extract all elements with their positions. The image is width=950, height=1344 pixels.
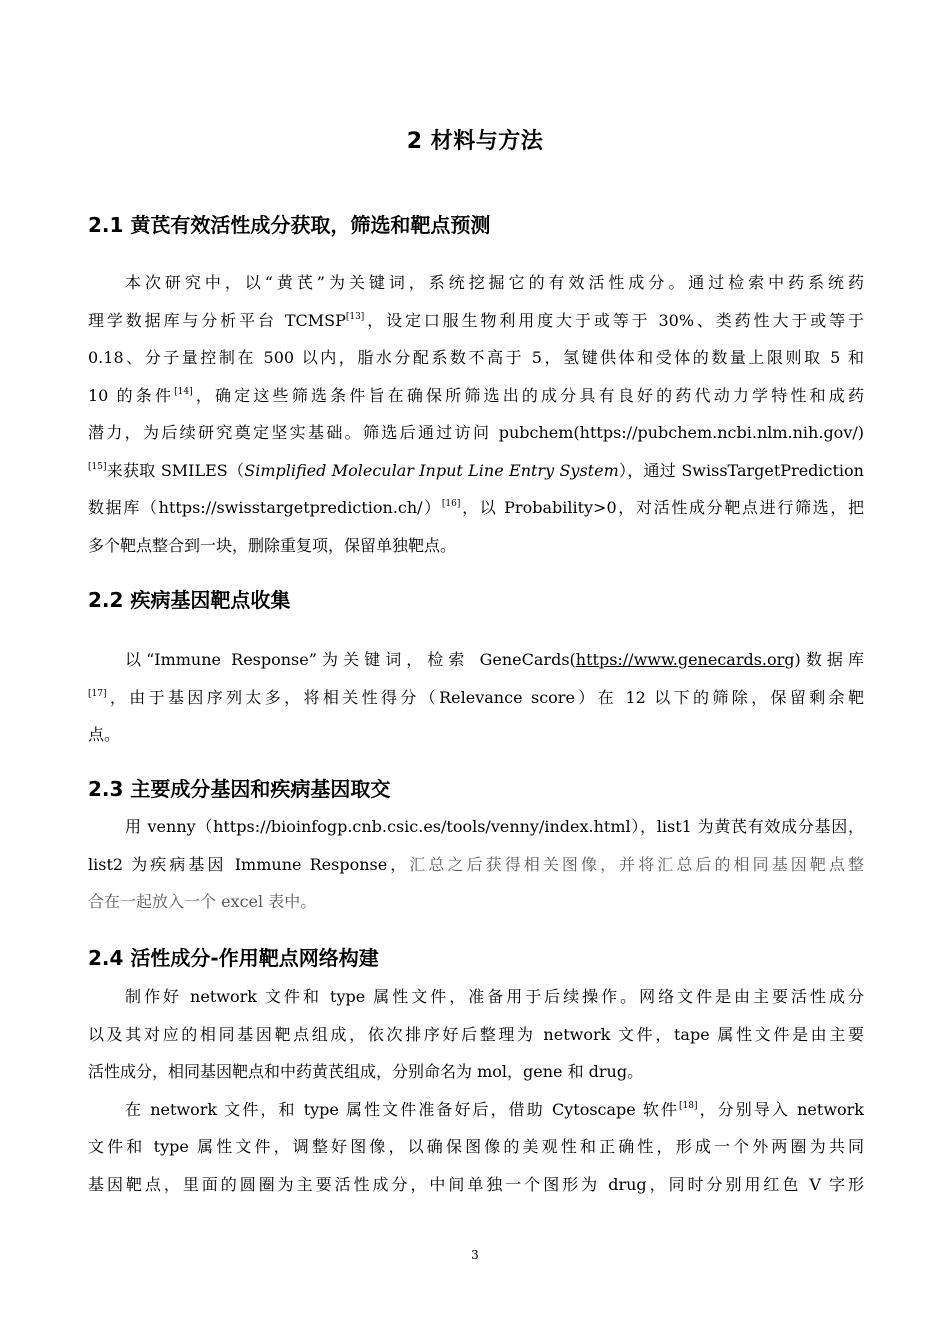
section-heading-2-2: 2.2 疾病基因靶点收集 <box>88 588 291 612</box>
paragraph-2-1 <box>88 264 864 564</box>
text-run: 在 network 文件，和 type 属性文件准备好后，借助 Cytoscape 软件 <box>125 1099 680 1119</box>
text-run: 来获取 SMILES（ <box>106 460 245 480</box>
text-run: 理学数据库与分析平台 TCMSP <box>88 310 346 330</box>
citation: [13] <box>345 311 365 322</box>
section-heading-2-3: 2.3 主要成分基因和疾病基因取交 <box>88 777 391 801</box>
section-heading-2-1: 2.1 黄芪有效活性成分获取，筛选和靶点预测 <box>88 213 491 237</box>
paragraph-2-2 <box>88 641 864 754</box>
text-run: ，分别导入 network <box>697 1099 864 1119</box>
text-run: ，确定这些筛选条件旨在确保所筛选出的成分具有良好的药代动力学特性和成药 <box>192 385 864 405</box>
text-line <box>88 452 864 490</box>
citation: [17] <box>88 688 107 699</box>
citation: [16] <box>441 499 461 509</box>
text-run: ，设定口服生物利用度大于或等于 30%、类药性大于或等于 <box>364 310 864 330</box>
text-line: 潜力，为后续研究奠定坚实基础。筛选后通过访问 pubchem(https://pubchem.ncbi.nlm.nih.gov/) <box>88 423 864 442</box>
paragraph-2-3 <box>88 808 864 921</box>
text-run: 汇总之后获得相关图像，并将汇总后的相同基因靶点整 <box>409 854 864 874</box>
citation: [18] <box>679 1100 698 1111</box>
text-run: ，由于基因序列太多，将相关性得分（Relevance score）在 12 以下的筛除，保留剩余靶 <box>106 687 864 707</box>
genecards-link[interactable]: https://www.genecards.org <box>575 650 795 669</box>
text-run: 以“Immune Response”为关键词，检索 GeneCards( <box>125 650 576 669</box>
text-line <box>88 641 864 679</box>
citation: [15] <box>88 461 107 472</box>
citation: [14] <box>174 386 193 397</box>
text-line <box>88 1091 864 1129</box>
text-line <box>88 489 864 527</box>
text-line: 以及其对应的相同基因靶点组成，依次排序好后整理为 network 文件，tape 属性文件是由主要 <box>88 1024 864 1044</box>
text-run: 10 的条件 <box>88 385 175 405</box>
text-line <box>88 377 864 415</box>
text-run: list2 为疾病基因 Immune Response， <box>88 854 410 874</box>
text-line <box>88 679 864 717</box>
italic-term: Simplified Molecular Input Line Entry System <box>244 460 619 480</box>
text-run: )数据库 <box>794 650 864 669</box>
text-line: 点。 <box>88 725 121 744</box>
page-number: 3 <box>471 1248 479 1262</box>
paragraph-2-4 <box>88 978 864 1203</box>
text-line <box>88 302 864 340</box>
chapter-title: 2 材料与方法 <box>406 129 544 154</box>
text-line: 多个靶点整合到一块，删除重复项，保留单独靶点。 <box>88 535 457 555</box>
text-line: 合在一起放入一个 excel 表中。 <box>88 892 317 911</box>
text-line: 基因靶点，里面的圆圈为主要活性成分，中间单独一个图形为 drug，同时分别用红色 V 字形 <box>88 1174 864 1194</box>
text-line: 文件和 type 属性文件，调整好图像，以确保图像的美观性和正确性，形成一个外两圈为共同 <box>88 1137 864 1156</box>
text-run: ），通过 SwissTargetPrediction <box>618 460 864 480</box>
text-run: ，以 Probability>0，对活性成分靶点进行筛选，把 <box>460 498 864 517</box>
text-line: 用 venny（https://bioinfogp.cnb.csic.es/tools/venny/index.html），list1 为黄芪有效成分基因， <box>125 817 864 836</box>
text-line: 制作好 network 文件和 type 属性文件，准备用于后续操作。网络文件是由主要活性成分 <box>125 987 864 1006</box>
text-line: 0.18、分子量控制在 500 以内，脂水分配系数不高于 5，氢键供体和受体的数量上限则取 5 和 <box>88 348 864 367</box>
text-run: 数据库（https://swisstargetprediction.ch/） <box>88 498 442 517</box>
text-line: 本次研究中，以“黄芪”为关键词，系统挖掘它的有效活性成分。通过检索中药系统药 <box>125 273 864 292</box>
text-line <box>88 846 864 884</box>
text-line: 活性成分，相同基因靶点和中药黄芪组成，分别命名为 mol，gene 和 drug。 <box>88 1062 644 1081</box>
section-heading-2-4: 2.4 活性成分-作用靶点网络构建 <box>88 946 379 970</box>
